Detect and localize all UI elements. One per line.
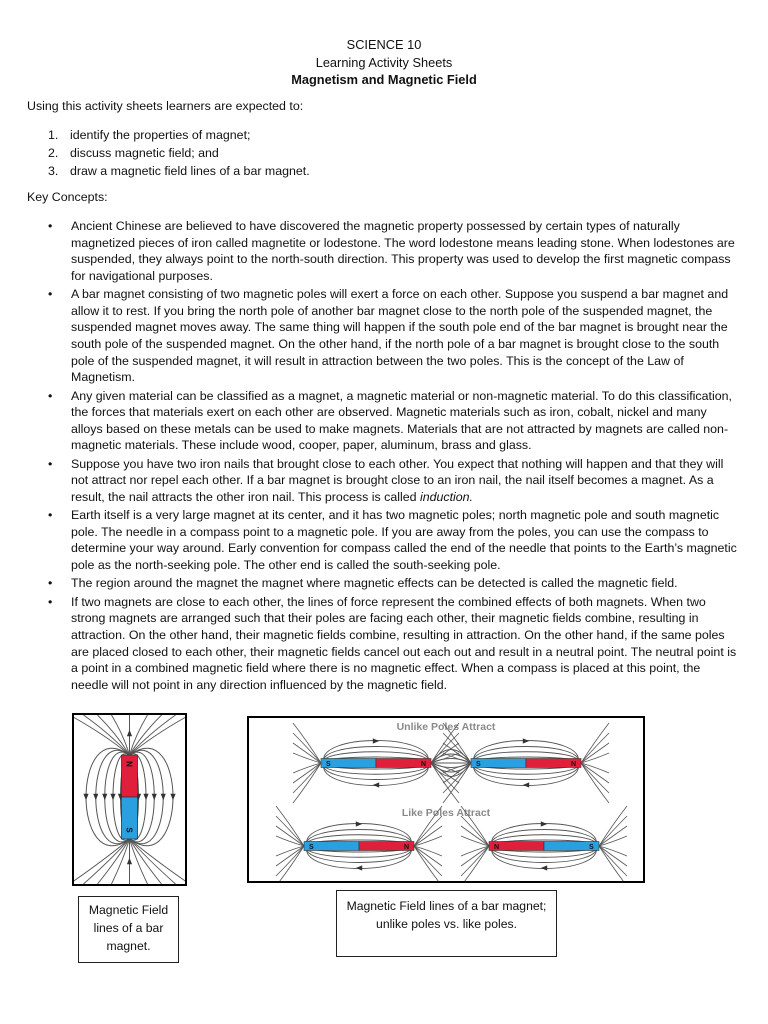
field-arrow-icon [356, 821, 362, 826]
key-concept-text: Any given material can be classified as a magnet, a magnetic material or non-magnetic material. To do this classification, the forces that materials exert on each other are observed. Magnetic materials such as iron, cobalt, nickel and many alloys based on these metals can be used to make magnets. Materials that are not attracted by magnets are called non-magnetic materials. These include wood, cooper, paper, aluminum, brass and glass. [71, 388, 732, 453]
poles-figure [247, 716, 645, 883]
bullet-icon: • [48, 287, 53, 302]
field-line [461, 846, 489, 866]
key-concept-text: A bar magnet consisting of two magnetic poles will exert a force on each other. Suppose you suspend a bar magnet and allow it to rest. If you bring the north pole of another bar magnet close to the north pole of the suspended magnet, the suspended magnet moves away. The same thing will happen if the south pole end of the bar magnet is brought near the south pole of the suspended magnet. On the other hand, if the north pole of a bar magnet is brought close to the south pole of the suspended magnet, it will result in attraction between the two poles. This is the concept of the Law of Magnetism. [71, 287, 729, 385]
field-line [414, 826, 442, 846]
pole-label: S [589, 844, 594, 851]
objectives-list [48, 127, 310, 181]
poles-diagram [249, 718, 643, 881]
field-line [443, 763, 471, 803]
field-arrow-icon [161, 794, 166, 800]
objective-item [48, 163, 310, 181]
poles-caption: Magnetic Field lines of a bar magnet; unlike poles vs. like poles. [336, 890, 557, 957]
field-arrow-icon [143, 794, 148, 800]
field-line [130, 715, 148, 755]
field-line [112, 715, 130, 755]
objective-number: 1. [48, 128, 59, 142]
field-line [581, 743, 609, 763]
key-concept-text: If two magnets are close to each other, the lines of force represent the combined effects of both magnets. When two strong magnets are arranged such that their poles are facing each other, their magnetic fields combine, resulting in attraction. On the other hand, their magnetic fields combine, resulting in attraction. On the other hand, if the same poles are placed closed to each other, their magnetic fields cancel out each out and result in a neutral point. The neutral point is a point in a combined magnetic field where there is no magnetic effect. When a compass is placed at this point, the needle will not point in any direction influenced by the magnetic field. [71, 594, 737, 692]
bar-magnet-diagram [74, 715, 185, 884]
field-line [431, 763, 459, 803]
key-concept-text: The region around the magnet the magnet where magnetic effects can be detected is called the magnetic field. [71, 576, 678, 591]
field-arrow-icon [523, 782, 529, 787]
field-arrow-icon [110, 794, 115, 800]
objective-item [48, 127, 310, 145]
bar-magnet-caption: Magnetic Field lines of a bar magnet. [78, 896, 179, 963]
field-line [599, 806, 627, 846]
south-pole-block [122, 797, 138, 839]
key-concept-item [48, 388, 740, 454]
field-line [276, 826, 304, 846]
key-concept-item [48, 507, 740, 573]
field-line [84, 839, 130, 884]
field-line [74, 715, 130, 755]
field-line [581, 723, 609, 763]
objective-text: discuss magnetic field; and [70, 146, 219, 160]
key-concepts-list [48, 218, 740, 695]
field-arrow-icon [127, 858, 132, 864]
field-line [293, 763, 321, 783]
key-concept-item [48, 286, 740, 386]
unlike-poles-title: Unlike Poles Attract [396, 721, 496, 733]
bullet-icon: • [48, 456, 53, 471]
field-arrow-icon [541, 865, 547, 870]
field-line [414, 846, 442, 866]
key-concept-item [48, 594, 740, 694]
field-arrow-icon [83, 794, 88, 800]
pole-label: N [494, 844, 500, 851]
like-poles-title: Like Poles Attract [401, 807, 491, 819]
field-arrow-icon [523, 738, 529, 743]
key-concept-text: Ancient Chinese are believed to have discovered the magnetic property possessed by certain types of naturally magnetized pieces of iron called magnetite or lodestone. The word lodestone means leading stone. When lodestones are suspended, they always point to the north-south direction. This property was used to develop the first magnetic compass for navigational purposes. [71, 219, 735, 283]
objective-number: 3. [48, 164, 59, 178]
pole-label: S [476, 761, 481, 768]
field-line [461, 826, 489, 846]
field-arrow-icon [127, 730, 132, 736]
objective-text: identify the properties of magnet; [70, 128, 251, 142]
field-line [581, 763, 609, 783]
field-arrow-icon [373, 738, 379, 743]
bullet-icon: • [48, 576, 53, 591]
field-arrow-icon [152, 794, 157, 800]
field-line [293, 743, 321, 763]
pole-label: N [404, 844, 410, 851]
field-arrow-icon [373, 782, 379, 787]
objective-number: 2. [48, 146, 59, 160]
key-concept-text: Suppose you have two iron nails that brought close to each other. You expect that nothing will happen and that they will not attract nor repel each other. If a bar magnet is brought close to an iron nail, the nail itself becomes a magnet. As a result, the nail attracts the other iron nail. This process is called [71, 456, 724, 504]
key-term: induction. [419, 489, 473, 504]
key-concept-text: Earth itself is a very large magnet at its center, and it has two magnetic poles; north magnetic pole and south magnetic pole. The needle in a compass point to a magnetic pole. If you are away from the poles, you can use the compass to determine your way around. Early convention for compass called the end of the needle that points to the Earth’s magnetic pole as the north-seeking pole. The other end is called the south-seeking pole. [71, 508, 737, 573]
pole-label: N [421, 761, 427, 768]
field-line [599, 826, 627, 846]
field-line [276, 846, 304, 866]
field-line [276, 806, 304, 846]
page-title: Magnetism and Magnetic Field [291, 72, 477, 87]
objective-text: draw a magnetic field lines of a bar magnet. [70, 164, 310, 178]
key-concept-item [48, 218, 740, 284]
bullet-icon: • [48, 388, 53, 403]
field-line [581, 763, 609, 803]
field-line [599, 846, 627, 866]
bar-magnet-figure [72, 713, 187, 886]
pole-label: N [571, 761, 577, 768]
objective-item [48, 145, 310, 163]
bullet-icon: • [48, 219, 53, 233]
pole-label: S [326, 761, 331, 768]
key-concept-item [48, 456, 740, 506]
south-label: S [124, 827, 134, 833]
field-line [130, 715, 186, 755]
key-concept-item [48, 575, 740, 592]
field-line [293, 723, 321, 763]
north-label: N [124, 761, 134, 767]
bullet-icon: • [48, 508, 53, 523]
key-concepts-label: Key Concepts: [27, 190, 108, 204]
bullet-icon: • [48, 594, 53, 609]
pole-label: S [309, 844, 314, 851]
field-arrow-icon [170, 794, 175, 800]
sheet-type-heading: Learning Activity Sheets [315, 55, 453, 70]
field-arrow-icon [541, 821, 547, 826]
intro-text: Using this activity sheets learners are expected to: [27, 99, 304, 113]
field-arrow-icon [356, 865, 362, 870]
field-line [293, 763, 321, 803]
subject-heading: SCIENCE 10 [346, 37, 422, 52]
field-line [130, 839, 176, 884]
field-arrow-icon [102, 794, 107, 800]
field-arrow-icon [93, 794, 98, 800]
